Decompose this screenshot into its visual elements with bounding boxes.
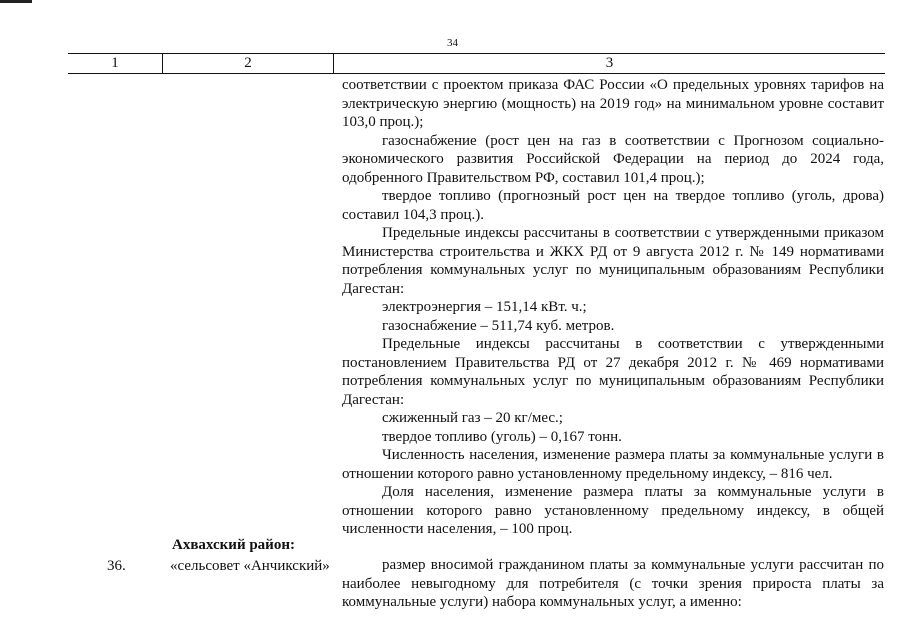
continuation-text xyxy=(342,76,884,539)
scan-corner-mark xyxy=(0,0,32,3)
header-col-2: 2 xyxy=(163,54,334,73)
page-number: 34 xyxy=(447,37,458,49)
list-item: электроэнергия – 151,14 кВт. ч.; xyxy=(382,299,587,315)
paragraph: размер вносимой гражданином платы за коммунальные услуги рассчитан по наиболее невыгодному для потребителя (с точки зрения прироста платы за коммунальные услуги) набора коммунальных услуг, а именно: xyxy=(342,557,884,610)
list-item: твердое топливо (уголь) – 0,167 тонн. xyxy=(382,428,622,445)
row-municipality-name: «сельсовет «Анчикский» xyxy=(170,558,330,574)
paragraph: соответствии с проектом приказа ФАС России «О предельных уровнях тарифов на электрическую энергию (мощность) на 2019 год» на минимальном уровне составит 103,0 проц.); xyxy=(342,77,884,130)
district-heading: Ахвахский район: xyxy=(172,537,295,553)
table-header-row xyxy=(68,53,885,74)
row-number: 36. xyxy=(107,558,126,574)
header-col-3: 3 xyxy=(605,55,614,71)
header-col-1: 1 xyxy=(68,54,163,73)
paragraph: Предельные индексы рассчитаны в соответствии с утвержденными постановлением Правительства РД от 27 декабря 2012 г. № 469 нормативами потребления коммунальных услуг по муниципальным образованиям Республики Дагестан: xyxy=(342,336,884,408)
list-item: газоснабжение – 511,74 куб. метров. xyxy=(382,317,615,334)
paragraph: Численность населения, изменение размера платы за коммунальные услуги в отношении которого равно установленному предельному индексу, – 816 чел. xyxy=(342,447,884,482)
paragraph: Доля населения, изменение размера платы за коммунальные услуги в отношении которого равно установленному предельному индексу, в общей численности населения, – 100 проц. xyxy=(342,484,884,537)
paragraph: Предельные индексы рассчитаны в соответствии с утвержденными приказом Министерства строительства и ЖКХ РД от 9 августа 2012 г. № 149 нормативами потребления коммунальных услуг по муниципальным образованиям Республики Дагестан: xyxy=(342,225,884,297)
row-description xyxy=(342,556,884,612)
paragraph: газоснабжение (рост цен на газ в соответствии с Прогнозом социально-экономического развития Российской Федерации на период до 2024 года, одобренного Правительством РФ, составил 101,4 проц.); xyxy=(342,132,884,186)
list-item: сжиженный газ – 20 кг/мес.; xyxy=(382,410,563,426)
paragraph: твердое топливо (прогнозный рост цен на твердое топливо (уголь, дрова) составил 104,3 проц.). xyxy=(342,188,884,223)
